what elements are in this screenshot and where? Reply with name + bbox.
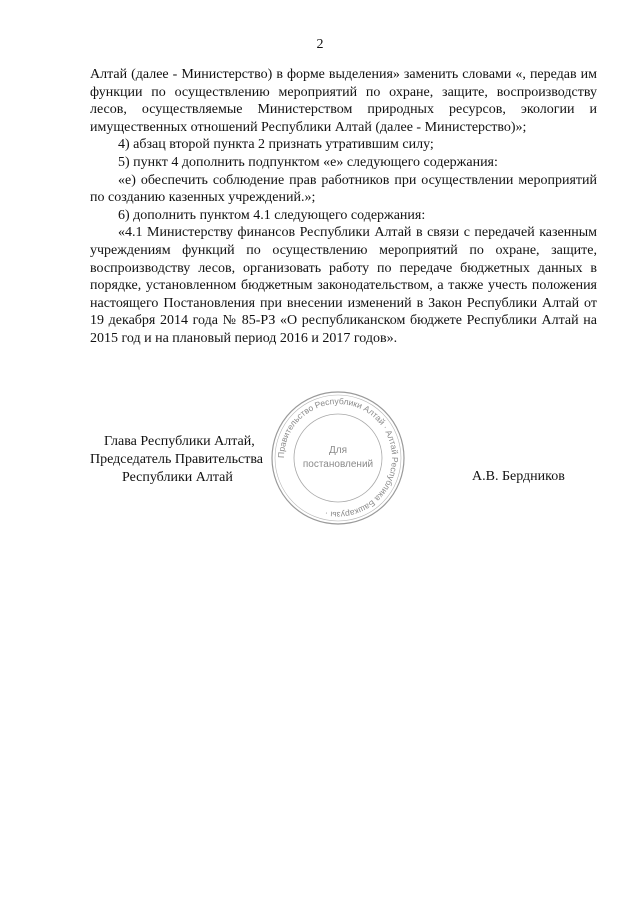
paragraph-item-4: 4) абзац второй пункта 2 признать утратившим силу; <box>118 137 434 153</box>
signatory-title-line-2: Председатель Правительства <box>90 452 263 467</box>
seal-ring-text: Правительство Республики Алтай · Алтай Республика Башкарузы · <box>275 395 401 521</box>
seal-center-line-2: постановлений <box>302 459 374 470</box>
paragraph-continuation: Алтай (далее - Министерство) в форме выделения» заменить словами «, передав им функции по осуществлению мероприятий по охране, защите, воспроизводству лесов, осуществляемые Министерством природных ресурсов, экологии и имущественных отношений Республики Алтай (далее - Министерство)»; <box>90 67 597 135</box>
signatory-title-line-1: Глава Республики Алтай, <box>104 434 255 449</box>
paragraph-item-5: 5) пункт 4 дополнить подпунктом «е» следующего содержания: <box>118 154 498 170</box>
paragraph-quote-e: «е) обеспечить соблюдение прав работников при осуществлении мероприятий по созданию казенных учреждений.»; <box>90 172 597 206</box>
seal-center-line-1: Для <box>328 445 348 456</box>
official-seal-stamp <box>270 390 406 526</box>
paragraph-quote-4-1: «4.1 Министерству финансов Республики Алтай в связи с передачей казенным учреждениям функций по осуществлению мероприятий по охране, защите, воспроизводству лесов, организовать работу по передаче бюджетных данных в порядке, установленном бюджетным законодательством, а также учесть положения настоящего Постановления при внесении изменений в Закон Республики Алтай от 19 декабря 2014 года № 85-РЗ «О республиканском бюджете Республики Алтай на 2015 год и на плановый период 2016 и 2017 годов». <box>90 225 597 346</box>
document-body <box>90 66 597 348</box>
paragraph-item-6: 6) дополнить пунктом 4.1 следующего содержания: <box>118 207 426 223</box>
signatory-title <box>90 433 263 487</box>
signatory-name: А.В. Бердников <box>472 469 565 484</box>
signatory-title-line-3: Республики Алтай <box>122 470 233 485</box>
page-number: 2 <box>316 37 324 52</box>
